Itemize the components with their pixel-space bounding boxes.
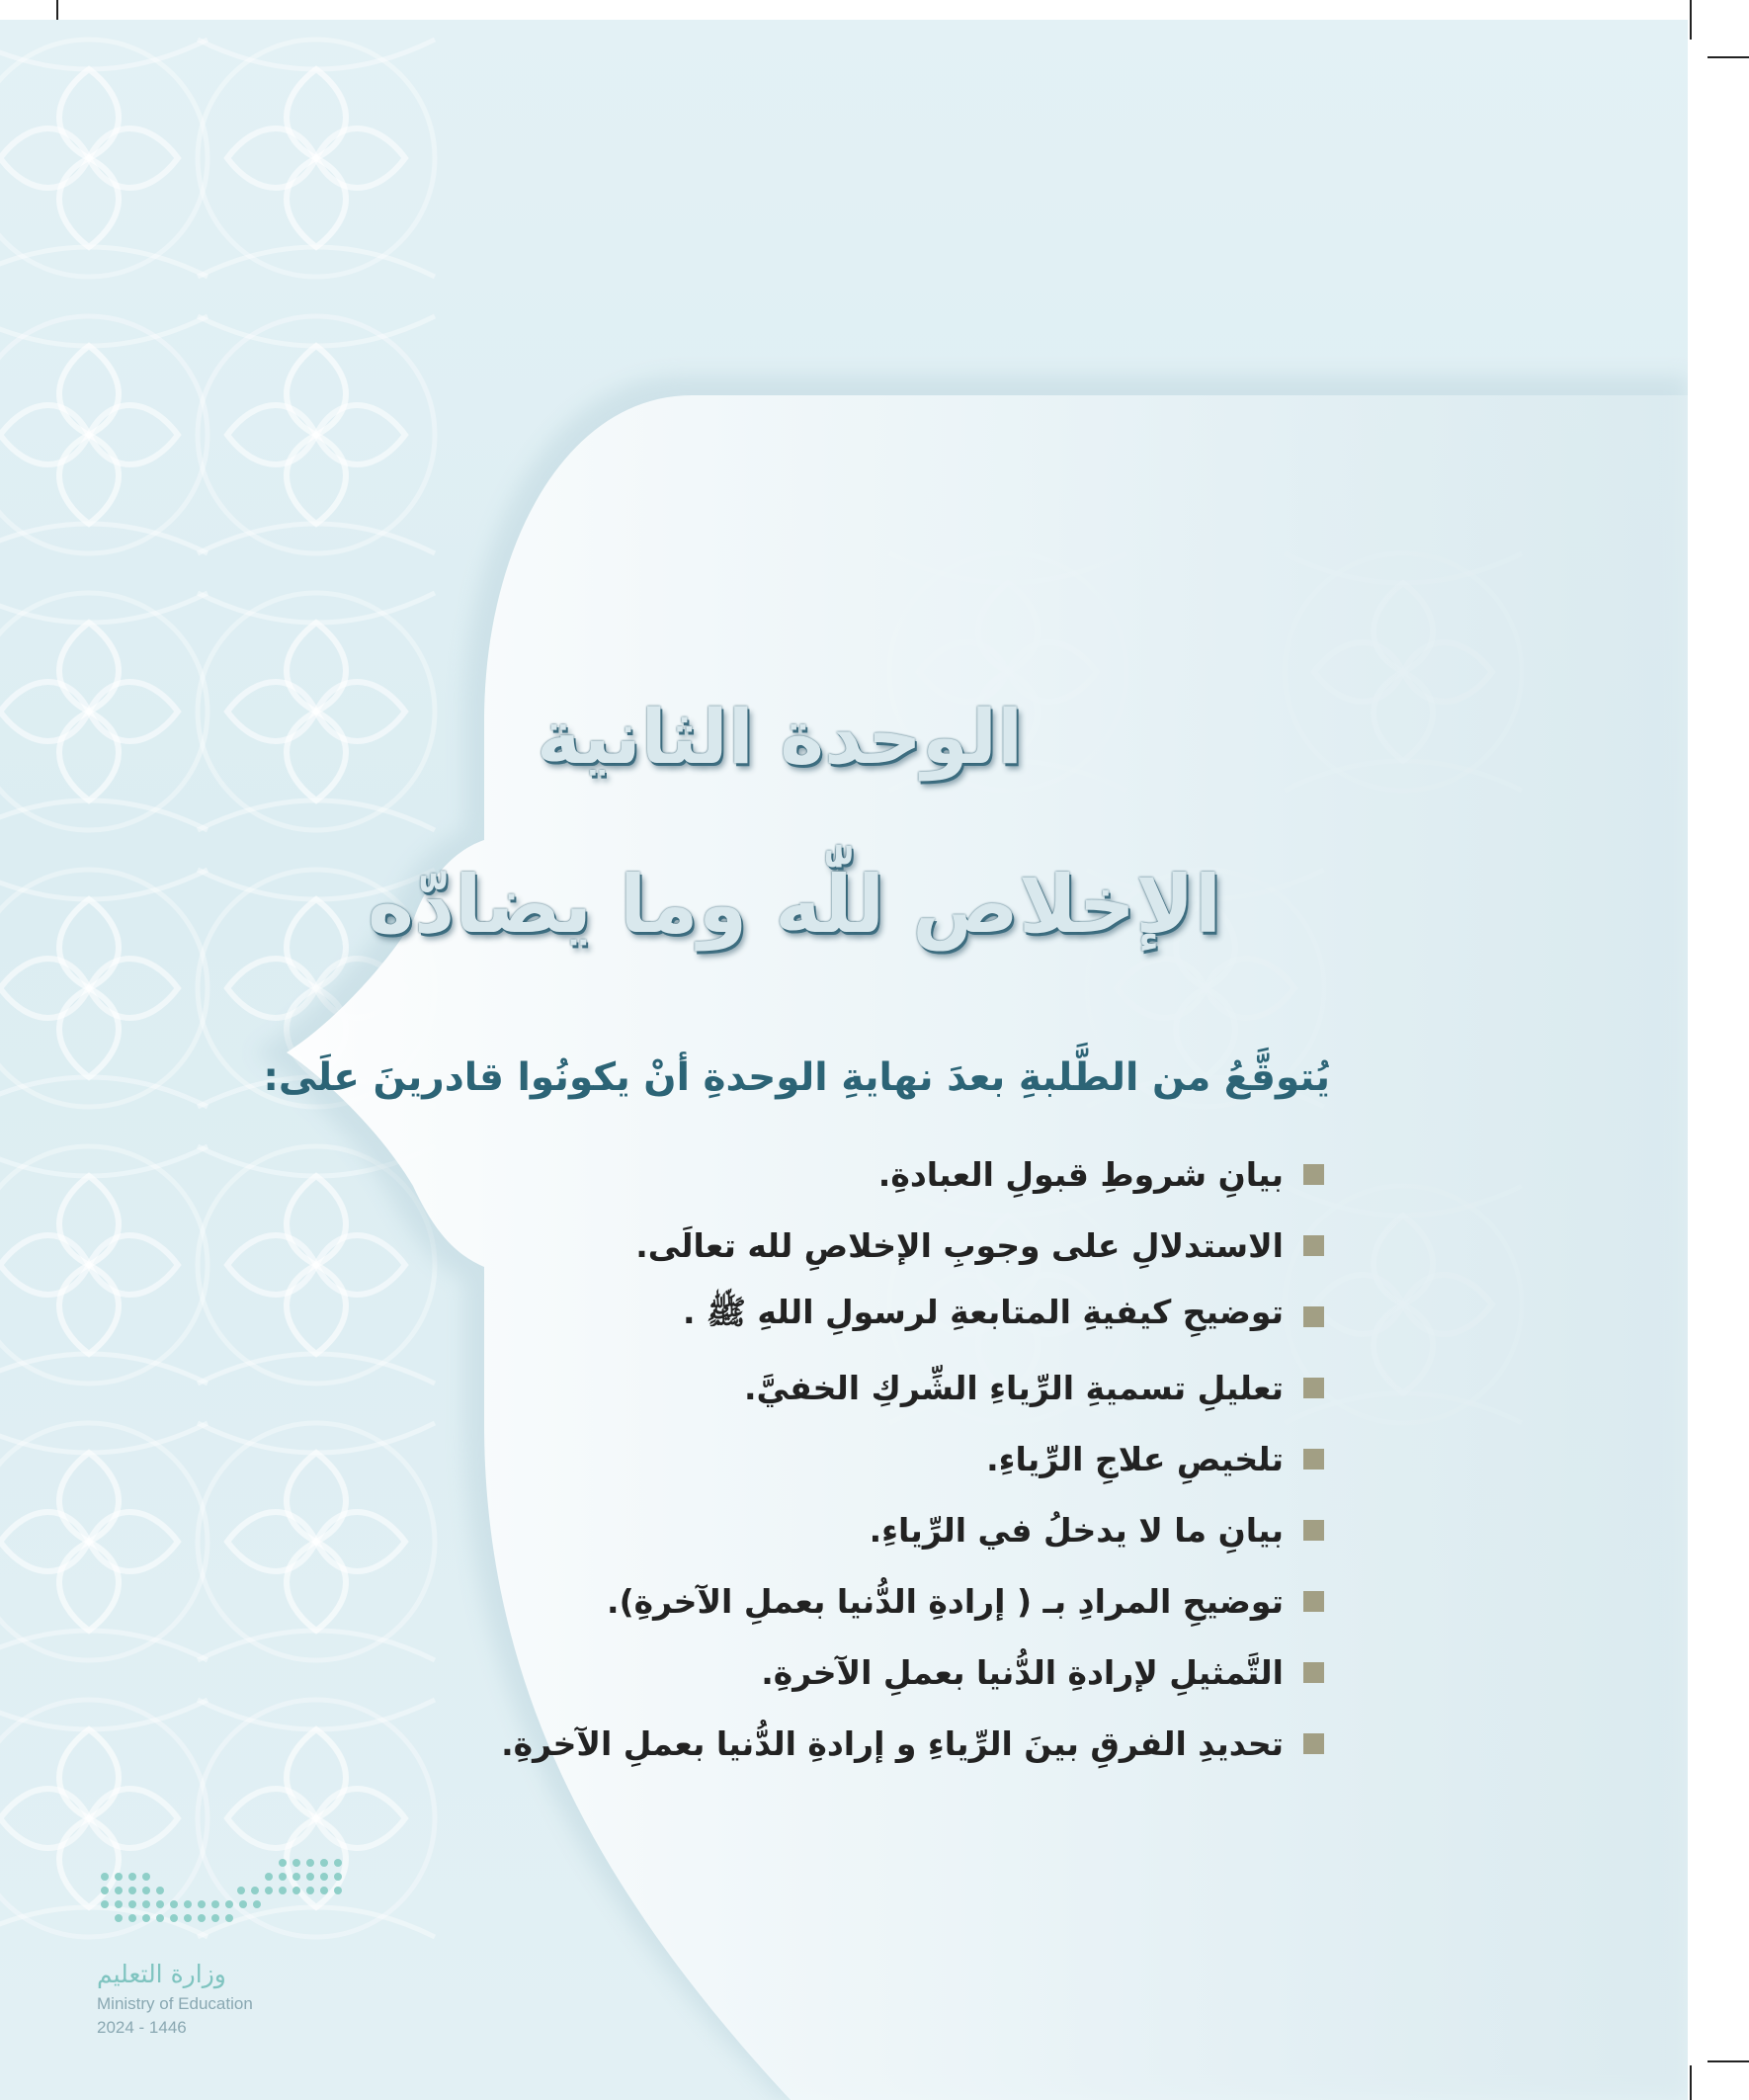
bullet-square-icon: [1303, 1235, 1324, 1256]
objective-text: تحديدِ الفرقِ بينَ الرِّياءِ و إرادةِ الدُّنيا بعملِ الآخرةِ.: [501, 1723, 1284, 1763]
bullet-square-icon: [1303, 1449, 1324, 1470]
list-item: [501, 1352, 1324, 1423]
objective-text: الاستدلالِ على وجوبِ الإخلاصِ لله تعالَى.: [635, 1225, 1284, 1265]
crop-mark-bottom-right-v: [1690, 2065, 1692, 2100]
objectives-list: [501, 1138, 1324, 1779]
bullet-square-icon: [1303, 1164, 1324, 1185]
list-item: [501, 1210, 1324, 1281]
list-item: [501, 1494, 1324, 1565]
bullet-square-icon: [1303, 1306, 1324, 1327]
bullet-square-icon: [1303, 1378, 1324, 1398]
objective-text: توضيحِ كيفيةِ المتابعةِ لرسولِ اللهِ ﷺ .: [682, 1293, 1284, 1331]
bullet-square-icon: [1303, 1520, 1324, 1541]
objective-text: تلخيصِ علاجِ الرِّياءِ.: [986, 1439, 1284, 1478]
crop-mark-bottom-right-h: [1707, 2060, 1749, 2062]
objective-text: بيانِ ما لا يدخلُ في الرِّياءِ.: [869, 1510, 1284, 1550]
bullet-square-icon: [1303, 1733, 1324, 1754]
lesson-title: الإخلاص للّٰه وما يضادّه: [367, 859, 1222, 951]
list-item: [501, 1138, 1324, 1210]
list-item: [501, 1281, 1324, 1352]
page: [0, 20, 1688, 2100]
ministry-logo-dots-icon: [95, 1853, 352, 1942]
bullet-square-icon: [1303, 1591, 1324, 1612]
objective-text: توضيحِ المرادِ بـ ( إرادةِ الدُّنيا بعملِ الآخرةِ).: [607, 1581, 1284, 1621]
list-item: [501, 1565, 1324, 1637]
objectives-intro: يُتوقَّعُ من الطَّلبةِ بعدَ نهايةِ الوحدةِ أنْ يكونُوا قادرينَ علَى:: [263, 1055, 1330, 1100]
objective-text: تعليلِ تسميةِ الرِّياءِ الشِّركِ الخفيَّ.: [743, 1368, 1284, 1407]
unit-title: الوحدة الثانية: [536, 693, 1024, 781]
ministry-year: 2024 - 1446: [97, 2018, 187, 2037]
list-item: [501, 1637, 1324, 1708]
objective-text: بيانِ شروطِ قبولِ العبادةِ.: [877, 1154, 1284, 1194]
crop-mark-top-right-v: [1690, 0, 1692, 40]
ministry-name-en: Ministry of Education: [97, 1994, 253, 2013]
ministry-name-ar: وزارة التعليم: [97, 1960, 226, 1988]
bullet-square-icon: [1303, 1662, 1324, 1683]
list-item: [501, 1423, 1324, 1494]
list-item: [501, 1708, 1324, 1779]
objective-text: التَّمثيلِ لإرادةِ الدُّنيا بعملِ الآخرةِ.: [761, 1652, 1284, 1692]
crop-mark-top-right-h: [1707, 56, 1749, 58]
